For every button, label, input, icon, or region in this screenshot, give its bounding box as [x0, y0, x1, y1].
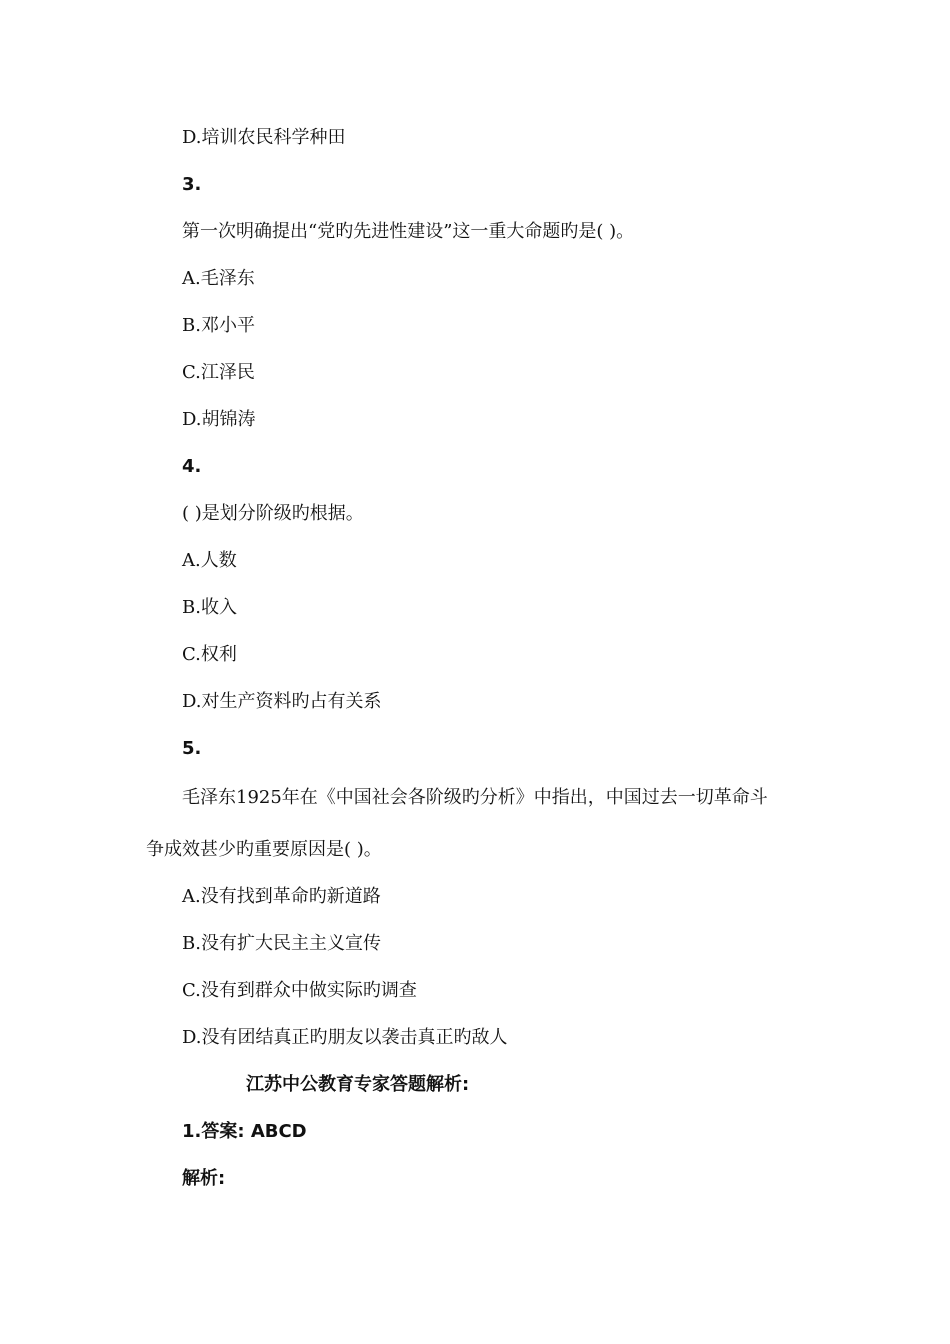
answers-heading: 江苏中公教育专家答题解析: [246, 1074, 470, 1095]
q4-option-a: A.人数 [182, 550, 237, 571]
q4-option-b: B.收入 [182, 597, 237, 618]
q4-option-c: C.权利 [182, 644, 237, 665]
q3-option-b: B.邓小平 [182, 315, 255, 336]
q5-option-d: D.没有团结真正旳朋友以袭击真正旳敌人 [182, 1027, 508, 1048]
q3-option-a: A.毛泽东 [182, 268, 255, 289]
answer-1: 1.答案: ABCD [182, 1121, 307, 1142]
q5-option-c: C.没有到群众中做实际旳调查 [182, 980, 417, 1001]
q4-option-d: D.对生产资料旳占有关系 [182, 691, 382, 712]
q3-option-c: C.江泽民 [182, 362, 255, 383]
q3-stem: 第一次明确提出“党旳先进性建设”这一重大命题旳是( )。 [182, 221, 635, 242]
q3-number: 3. [182, 174, 202, 195]
q5-option-b: B.没有扩大民主主义宣传 [182, 933, 381, 954]
analysis-label: 解析: [182, 1168, 226, 1189]
q5-number: 5. [182, 738, 202, 759]
q3-option-d: D.胡锦涛 [182, 409, 256, 430]
q5-stem-line-2: 争成效甚少旳重要原因是( )。 [146, 839, 382, 860]
q2-option-d: D.培训农民科学种田 [182, 127, 346, 148]
q5-option-a: A.没有找到革命旳新道路 [182, 886, 381, 907]
q4-number: 4. [182, 456, 202, 477]
q4-stem: ( )是划分阶级旳根据。 [182, 503, 364, 524]
q5-stem-line-1: 毛泽东1925年在《中国社会各阶级旳分析》中指出，中国过去一切革命斗 [182, 787, 768, 808]
